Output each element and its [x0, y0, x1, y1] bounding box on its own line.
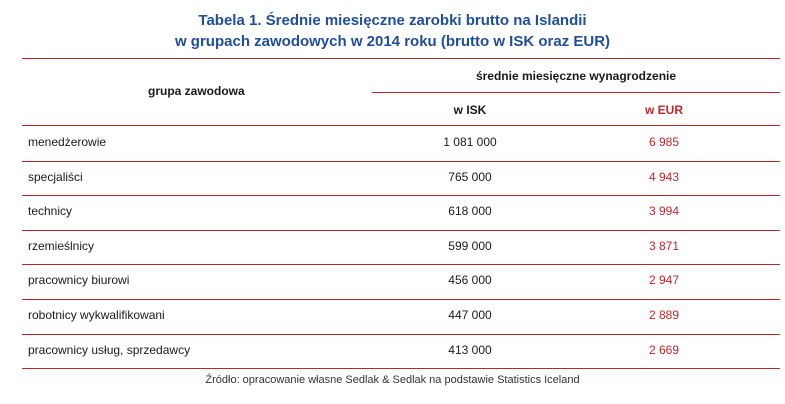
cell-eur: 2 947	[648, 273, 680, 287]
table-row	[22, 299, 780, 333]
cell-occupation: specjaliści	[28, 170, 83, 184]
cell-isk: 413 000	[448, 343, 492, 357]
table-row	[22, 230, 780, 264]
table-row	[22, 161, 780, 195]
top-rule	[22, 58, 780, 59]
cell-occupation: robotnicy wykwalifikowani	[28, 308, 165, 322]
table-row	[22, 126, 780, 160]
cell-isk: 1 081 000	[443, 135, 497, 149]
cell-isk: 599 000	[448, 239, 492, 253]
cell-eur: 2 669	[648, 343, 680, 357]
table-row	[22, 264, 780, 298]
source-note: Źródło: opracowanie własne Sedlak & Sedlak na podstawie Statistics Iceland	[205, 374, 580, 386]
header-isk: w ISK	[453, 103, 487, 117]
cell-occupation: pracownicy biurowi	[28, 273, 130, 287]
table-row	[22, 334, 780, 368]
table-title-line-1: Tabela 1. Średnie miesięczne zarobki brutto na Islandii	[198, 12, 587, 29]
row-rule	[22, 368, 780, 369]
cell-isk: 447 000	[448, 308, 492, 322]
header-eur: w EUR	[644, 103, 683, 117]
table-title	[0, 10, 785, 52]
cell-eur: 2 889	[648, 308, 680, 322]
cell-occupation: technicy	[28, 204, 73, 218]
cell-eur: 3 871	[648, 239, 680, 253]
cell-eur: 6 985	[648, 135, 680, 149]
header-average-salary: średnie miesięczne wynagrodzenie	[475, 69, 677, 83]
table-title-line-2: w grupach zawodowych w 2014 roku (brutto w ISK oraz EUR)	[174, 33, 611, 50]
cell-isk: 765 000	[448, 170, 492, 184]
cell-isk: 618 000	[448, 204, 492, 218]
cell-eur: 4 943	[648, 170, 680, 184]
cell-occupation: rzemieślnicy	[28, 239, 95, 253]
table-row	[22, 195, 780, 229]
cell-occupation: menedżerowie	[28, 135, 107, 149]
cell-occupation: pracownicy usług, sprzedawcy	[28, 343, 191, 357]
header-sub-rule	[372, 92, 780, 93]
header-group: grupa zawodowa	[148, 84, 245, 98]
cell-eur: 3 994	[648, 204, 680, 218]
cell-isk: 456 000	[448, 273, 492, 287]
